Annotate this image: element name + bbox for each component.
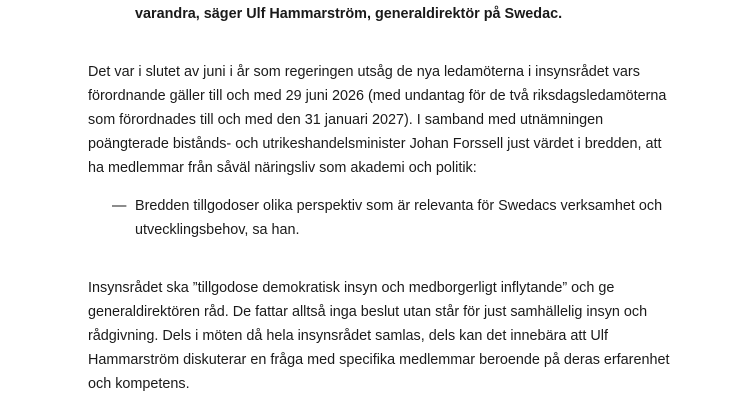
paragraph-1-line: ha medlemmar från såväl näringsliv som akademi och politik: [88,160,477,176]
paragraph-1-line: förordnande gäller till och med 29 juni 2026 (med undantag för de två riksdagsledamöterna [88,88,667,104]
quote-line: Bredden tillgodoser olika perspektiv som är relevanta för Swedacs verksamhet och [135,198,663,214]
paragraph-2-line: och kompetens. [88,376,190,392]
paragraph-2-line: Hammarström diskuterar en fråga med specifika medlemmar beroende på deras erfarenhet [88,352,670,368]
quote-line: utvecklingsbehov, sa han. [135,222,300,238]
paragraph-2-line: rådgivning. Dels i möten då hela insynsrådet samlas, dels kan det innebära att Ulf [88,328,608,344]
paragraph-1-line: Det var i slutet av juni i år som regeringen utsåg de nya ledamöterna i insynsrådet vars [88,64,640,80]
paragraph-2-line: Insynsrådet ska ”tillgodose demokratisk insyn och medborgerligt inflytande” och ge [88,280,615,296]
paragraph-1-line: som förordnades till och med den 31 januari 2027). I samband med utnämningen [88,112,604,128]
quote-dash: — [112,198,127,214]
quote-end-text: varandra, säger Ulf Hammarström, generaldirektör på Swedac. [135,6,563,22]
paragraph-2-line: generaldirektören råd. De fattar alltså inga beslut utan står för just samhällelig insyn och [88,304,648,320]
paragraph-1-line: poängterade bistånds- och utrikeshandelsminister Johan Forssell just värdet i bredden, att [88,136,662,152]
